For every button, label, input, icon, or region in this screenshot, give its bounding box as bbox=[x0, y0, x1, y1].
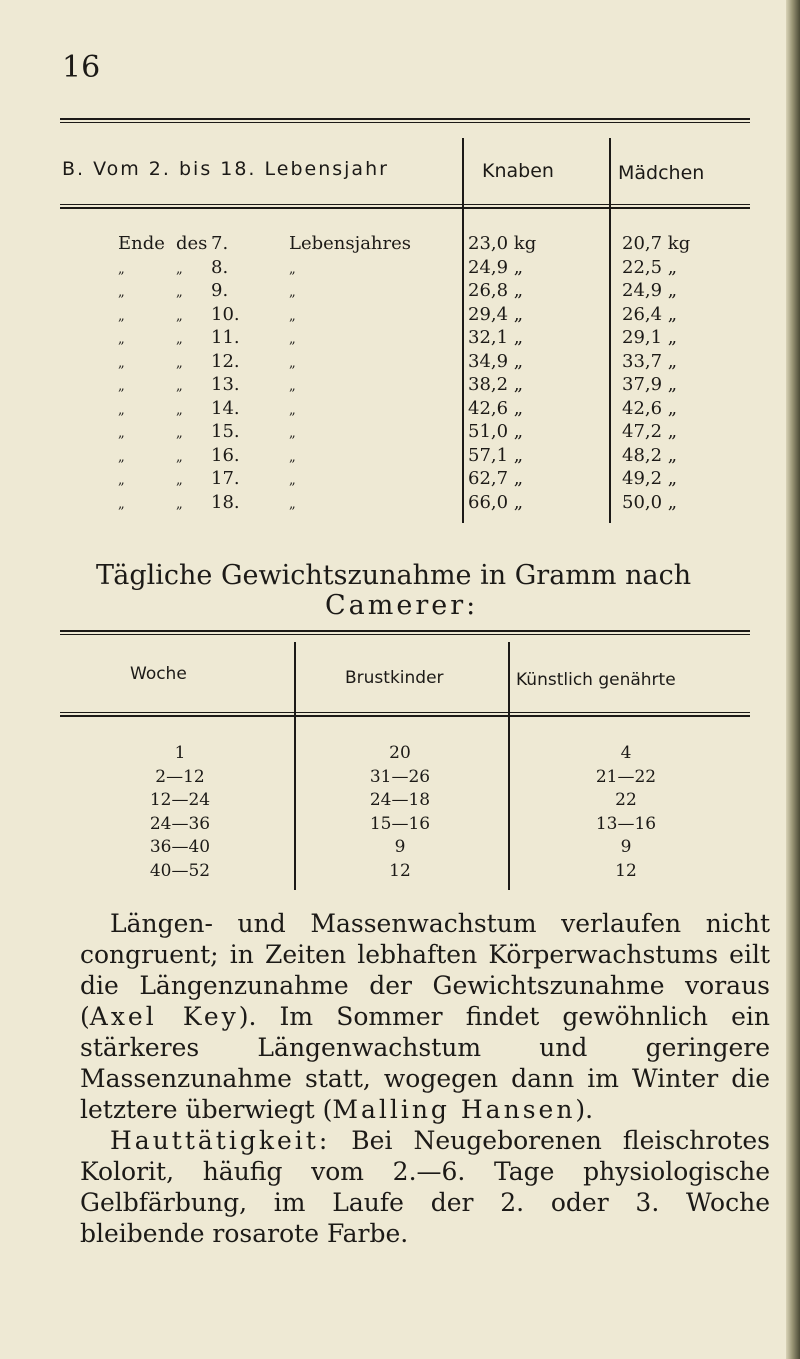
table1-header-rule bbox=[60, 204, 750, 205]
page-edge-shadow bbox=[786, 0, 800, 1359]
table-cell: 26,8 „ bbox=[468, 280, 524, 301]
table-cell: 57,1 „ bbox=[468, 444, 524, 466]
paragraph-growth: Längen- und Massenwachstum verlaufen nicht congruent; in Zeiten lebhaften Körperwachstums eilt die Längenzunahme der Gewichtszunahme voraus (Axel Key). Im Sommer findet gewöhnlich ein stärkeres Längenwachstum und geringere Massenzunahme statt, wogegen dann im Winter die letztere überwiegt (Malling Hansen). bbox=[80, 909, 770, 1124]
table-cell: 21—22 bbox=[595, 766, 657, 787]
table1-divider-2 bbox=[609, 138, 611, 523]
table2-col-breast: Brustkinder bbox=[345, 668, 444, 688]
table-cell: 48,2 „ bbox=[622, 444, 678, 466]
table-cell: 42,6 „ bbox=[468, 397, 524, 419]
table-cell: 26,4 „ bbox=[622, 303, 678, 325]
table-cell: 13—16 bbox=[595, 813, 657, 834]
table-row: „ „ 15. „ bbox=[118, 421, 296, 442]
table-cell: 40—52 bbox=[149, 860, 211, 881]
table-cell: 22,5 „ bbox=[622, 256, 678, 278]
table-cell: 34,9 „ bbox=[468, 350, 524, 372]
table-cell: 23,0 kg bbox=[468, 233, 537, 254]
table1-header-rule-thick bbox=[60, 207, 750, 209]
table-cell: 33,7 „ bbox=[622, 350, 678, 372]
paragraph-skin: Hauttätigkeit: Bei Neugeborenen fleischrotes Kolorit, häufig vom 2.—6. Tage physiologische Gelbfärbung, im Laufe der 2. oder 3. Woche bleibende rosarote Farbe. bbox=[80, 1126, 770, 1248]
table2-top-rule-thin bbox=[60, 634, 750, 635]
table1-age-column bbox=[118, 232, 448, 514]
table-cell: 66,0 „ bbox=[468, 491, 524, 513]
table-row: „ „ 16. „ bbox=[118, 444, 296, 466]
table2-divider-2 bbox=[508, 642, 510, 890]
table-cell: 24—36 bbox=[149, 813, 211, 834]
table-cell: 12—24 bbox=[149, 790, 211, 811]
table-cell: 22 bbox=[615, 790, 637, 811]
author-name: Axel Key bbox=[89, 1002, 239, 1031]
table-row: „ „ 9. „ bbox=[118, 280, 296, 301]
table-cell: 29,4 „ bbox=[468, 303, 524, 325]
table2-header-rule-thick bbox=[60, 715, 750, 717]
table1-top-rule bbox=[60, 118, 750, 120]
page-number: 16 bbox=[62, 50, 101, 85]
table-cell: 51,0 „ bbox=[468, 421, 524, 442]
table2-week-column bbox=[90, 742, 270, 884]
table2-breast-column bbox=[310, 742, 490, 884]
table2-header-rule bbox=[60, 712, 750, 713]
table-cell: 24—18 bbox=[369, 790, 431, 811]
table-cell: 50,0 „ bbox=[622, 491, 678, 513]
table-cell: 1 bbox=[174, 743, 186, 763]
table1-top-rule-thin bbox=[60, 122, 750, 123]
term-label: Hauttätigkeit: bbox=[110, 1126, 331, 1155]
table-row: Ende des 7. Lebensjahres bbox=[118, 233, 412, 254]
table-cell: 36—40 bbox=[149, 837, 211, 858]
table-cell: 12 bbox=[615, 860, 637, 881]
table-cell: 31—26 bbox=[369, 766, 431, 787]
table2-col-artificial: Künstlich genährte bbox=[516, 670, 676, 690]
table1-divider-1 bbox=[462, 138, 464, 523]
table-cell: 12 bbox=[389, 860, 411, 881]
table-cell: 37,9 „ bbox=[622, 374, 678, 395]
table-cell: 15—16 bbox=[369, 813, 431, 834]
table-row: „ „ 18. „ bbox=[118, 491, 296, 513]
author-name: Malling Hansen bbox=[332, 1095, 576, 1124]
table-cell: 62,7 „ bbox=[468, 468, 524, 489]
table2-top-rule bbox=[60, 630, 750, 632]
table-cell: 24,9 „ bbox=[622, 280, 678, 301]
table1-col-boys: Knaben bbox=[482, 160, 554, 182]
table1-girls-column bbox=[622, 232, 690, 514]
table-row: „ „ 10. „ bbox=[118, 303, 296, 325]
table-row: „ „ 8. „ bbox=[118, 256, 296, 278]
table-row: „ „ 12. „ bbox=[118, 350, 296, 372]
table-row: „ „ 13. „ bbox=[118, 374, 296, 395]
section-title-line2: Camerer: bbox=[325, 590, 479, 621]
table2-col-week: Woche bbox=[130, 664, 187, 684]
table-cell: 2—12 bbox=[155, 766, 205, 787]
table-cell: 9 bbox=[620, 837, 632, 858]
table-cell: 24,9 „ bbox=[468, 256, 524, 278]
table-cell: 49,2 „ bbox=[622, 468, 678, 489]
table2-artificial-column bbox=[526, 742, 726, 884]
table-cell: 20 bbox=[389, 743, 411, 763]
table-cell: 32,1 „ bbox=[468, 327, 524, 348]
table-row: „ „ 11. „ bbox=[118, 327, 296, 348]
table2-divider-1 bbox=[294, 642, 296, 890]
table-cell: 38,2 „ bbox=[468, 374, 524, 395]
table1-boys-column bbox=[468, 232, 536, 514]
table1-col-girls: Mädchen bbox=[618, 162, 705, 184]
table-row: „ „ 17. „ bbox=[118, 468, 296, 489]
table-cell: 47,2 „ bbox=[622, 421, 678, 442]
table-cell: 4 bbox=[620, 743, 632, 763]
table1-title: B. Vom 2. bis 18. Lebensjahr bbox=[62, 158, 389, 180]
table-cell: 29,1 „ bbox=[622, 327, 678, 348]
table-cell: 42,6 „ bbox=[622, 397, 678, 419]
table-row: „ „ 14. „ bbox=[118, 397, 296, 419]
table-cell: 9 bbox=[394, 837, 406, 858]
section-title-line1: Tägliche Gewichtszunahme in Gramm nach bbox=[96, 560, 692, 591]
table-cell: 20,7 kg bbox=[622, 233, 691, 254]
body-text bbox=[80, 908, 770, 1249]
